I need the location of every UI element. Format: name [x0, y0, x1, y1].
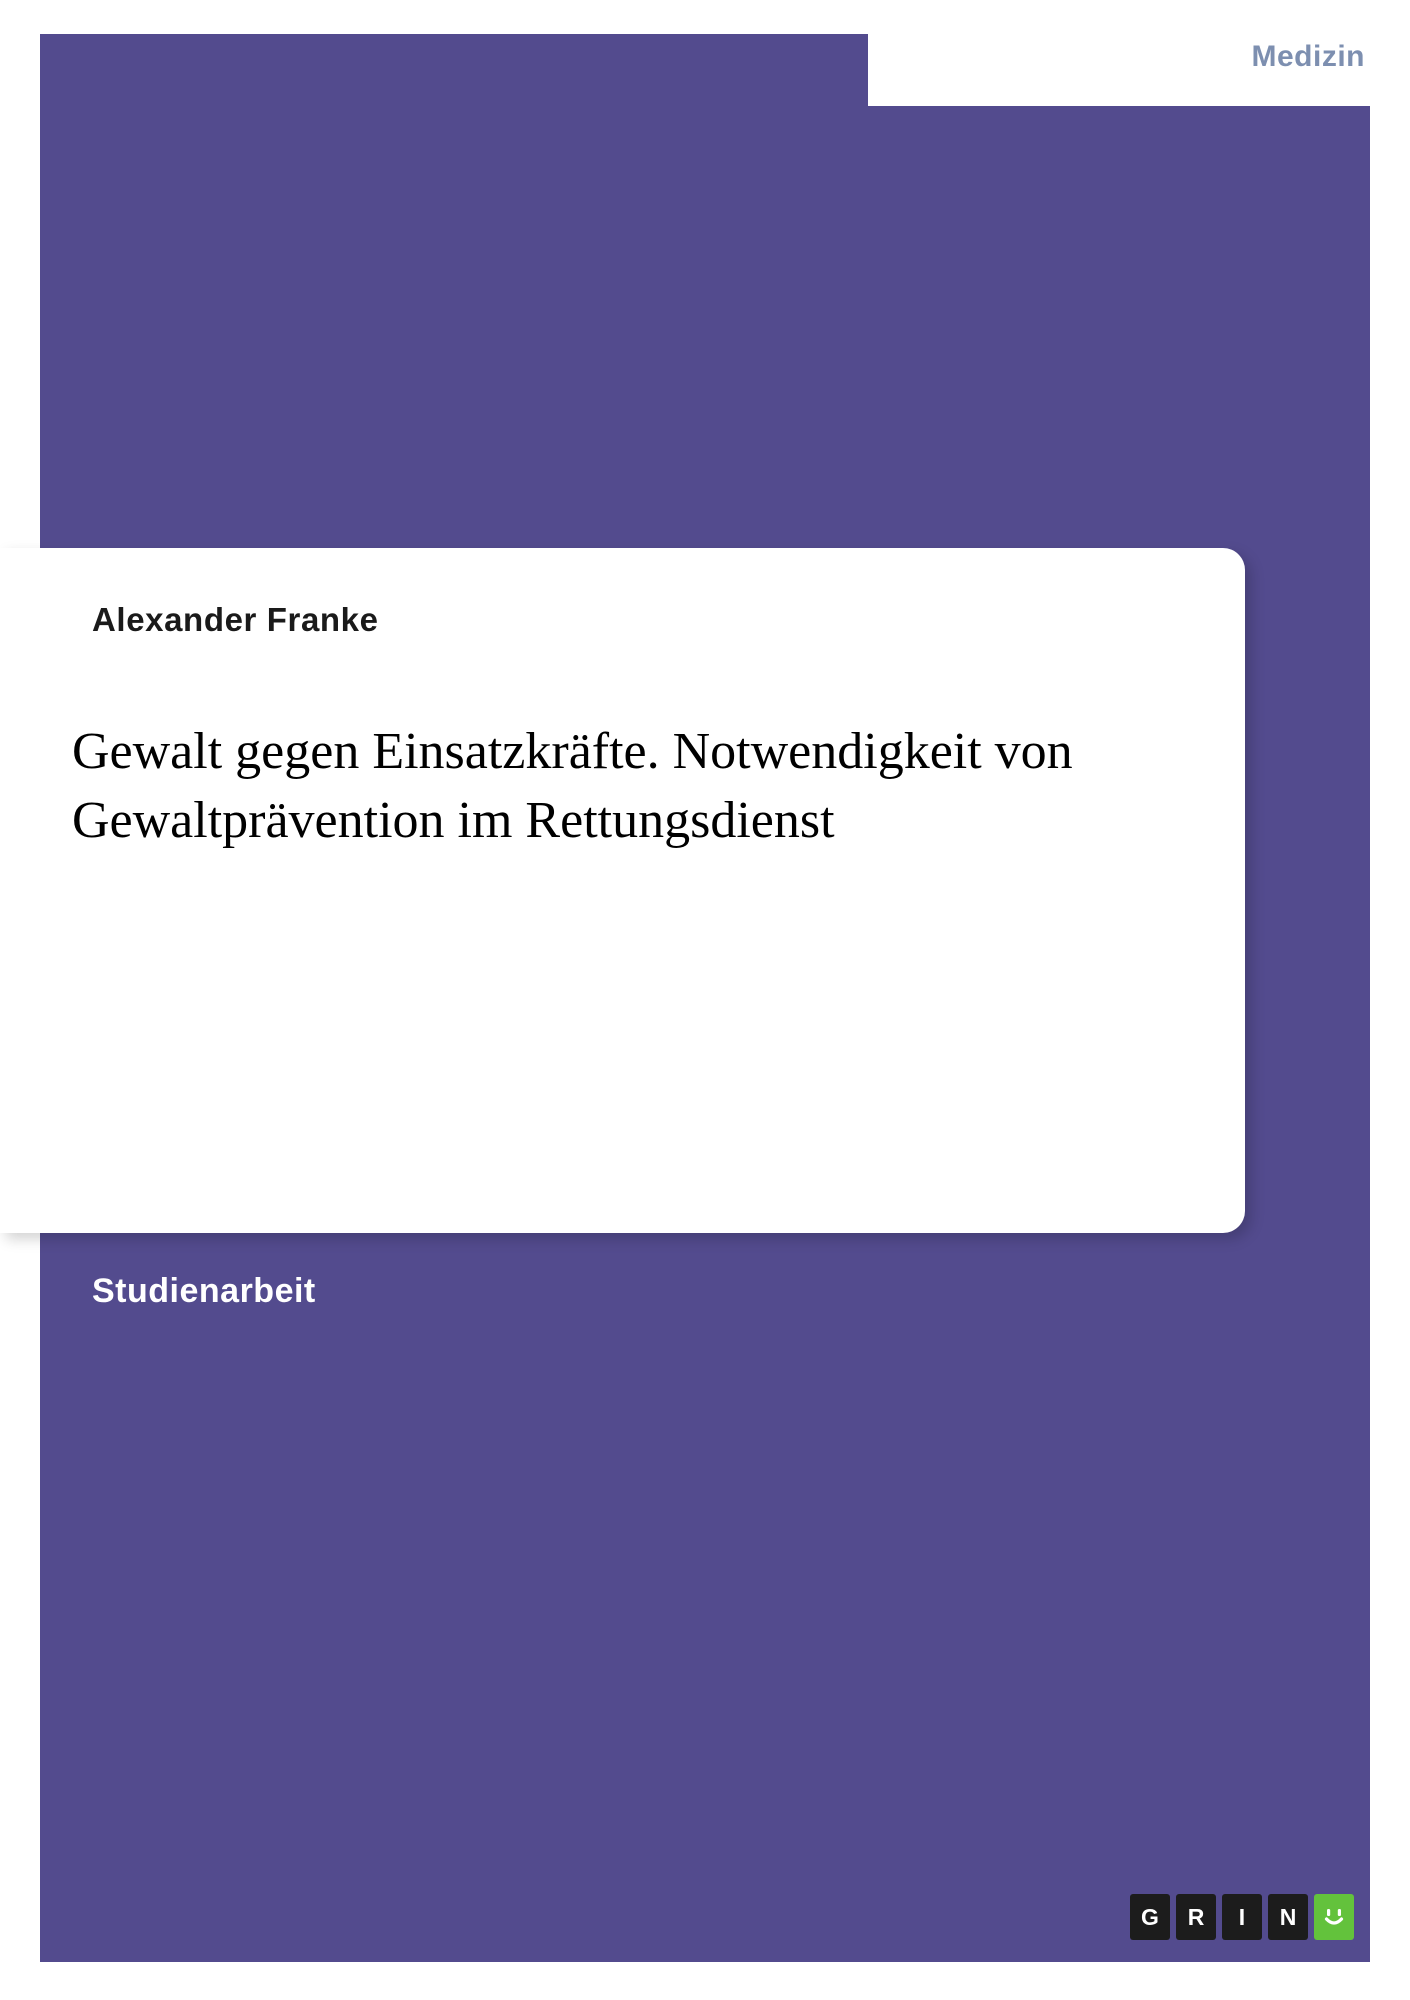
- logo-letter-i: I: [1222, 1894, 1262, 1940]
- grin-publisher-logo: [1130, 1894, 1354, 1940]
- document-type-label: Studienarbeit: [92, 1272, 316, 1310]
- logo-letter-r: R: [1176, 1894, 1216, 1940]
- category-label: Medizin: [1251, 40, 1365, 73]
- logo-letter-n: N: [1268, 1894, 1308, 1940]
- author-name: Alexander Franke: [92, 601, 379, 638]
- logo-letter-g: G: [1130, 1894, 1170, 1940]
- smiley-face-icon: [1314, 1894, 1354, 1940]
- title-card: [0, 548, 1245, 1233]
- page-title: Gewalt gegen Einsatzkräfte. Notwendigkeit von Gewaltprävention im Rettungsdienst: [72, 723, 1073, 849]
